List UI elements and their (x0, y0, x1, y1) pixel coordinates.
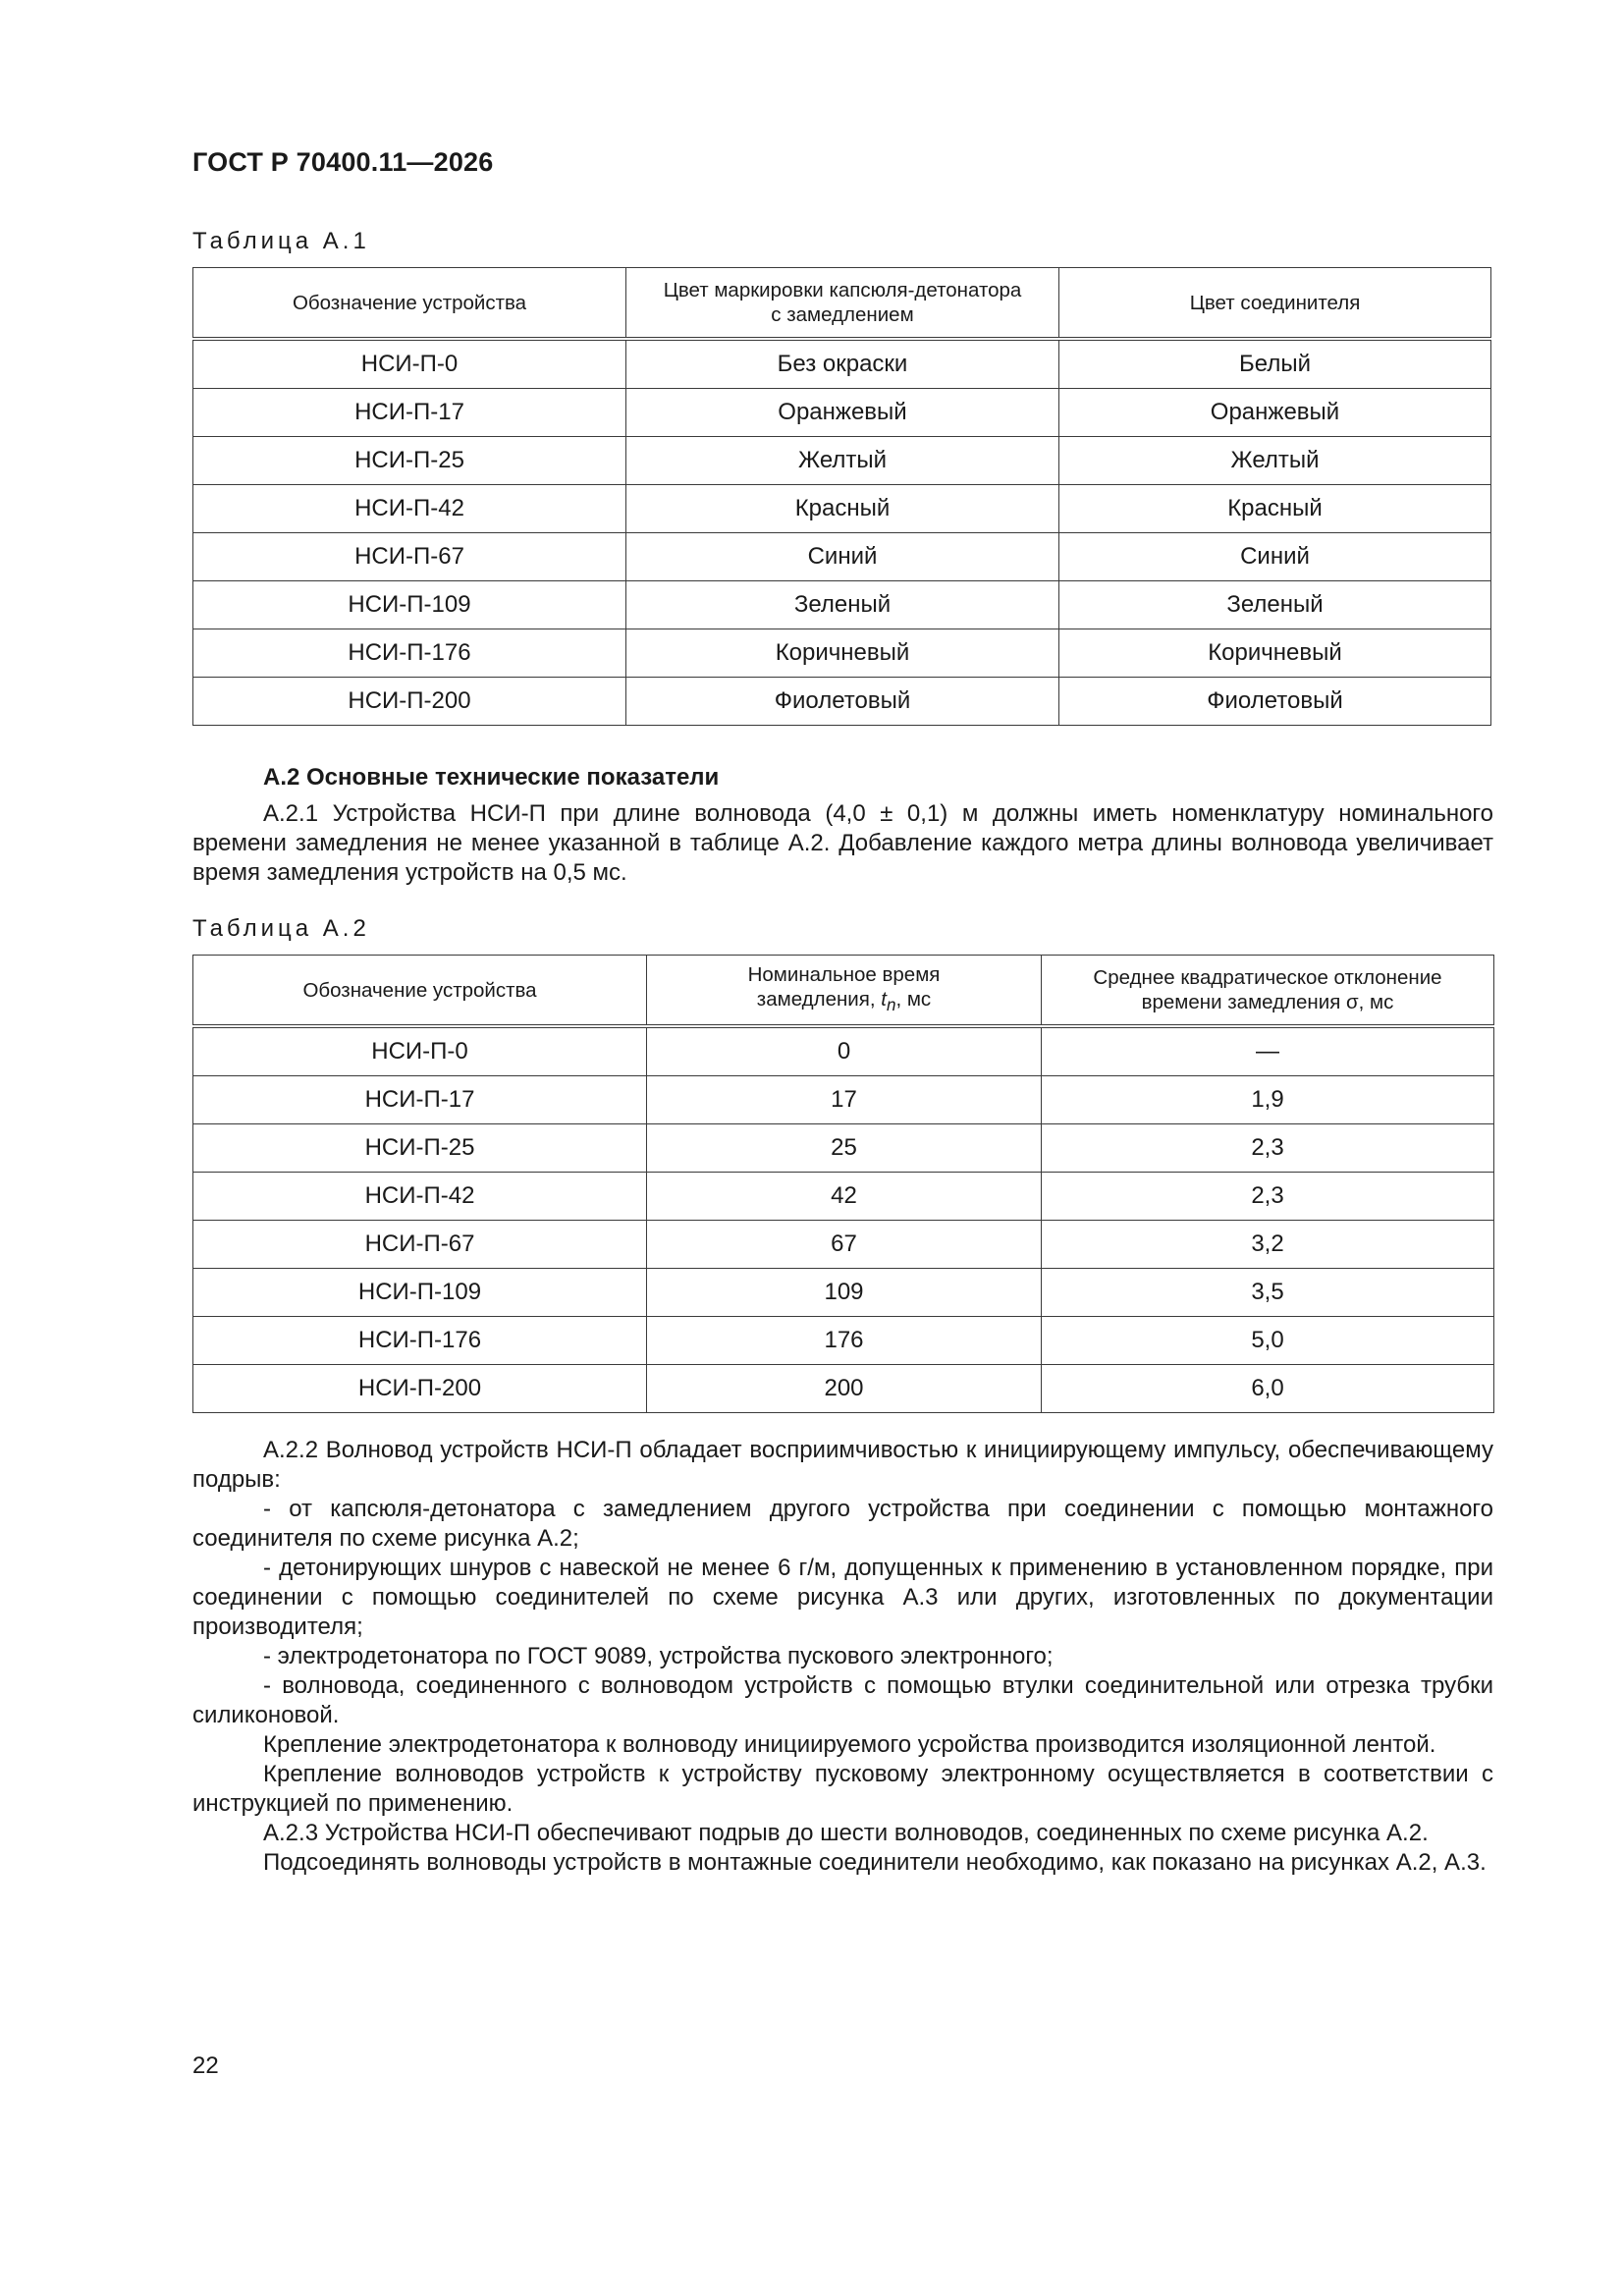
cell-nominal-delay: 25 (647, 1124, 1042, 1173)
header-detonator-color (626, 268, 1059, 340)
table-row (193, 533, 1491, 581)
cell-connector-color: Белый (1059, 339, 1491, 389)
table-row (193, 485, 1491, 533)
paragraph-connecting: Подсоединять волноводы устройств в монтажные соединители необходимо, как показано на рисунках А.2, А.3. (263, 1849, 1487, 1876)
header-nominal-delay (647, 956, 1042, 1027)
cell-nominal-delay: 0 (647, 1026, 1042, 1076)
cell-connector-color: Коричневый (1059, 629, 1491, 678)
cell-device: НСИ-П-200 (193, 678, 626, 726)
table-row (193, 437, 1491, 485)
table-a2 (192, 955, 1494, 1413)
paragraph-fixing-detonator: Крепление электродетонатора к волноводу инициируемого усройства производится изоляционной лентой. (263, 1731, 1436, 1758)
table-a2-caption: Таблица А.2 (192, 915, 370, 942)
paragraph-a22: А.2.2 Волновод устройств НСИ-П обладает восприимчивостью к инициирующему импульсу, обеспечивающему подрыв: (192, 1437, 1493, 1493)
table-header-row (193, 956, 1494, 1027)
header-connector-color: Цвет соединителя (1059, 268, 1491, 340)
cell-connector-color: Синий (1059, 533, 1491, 581)
cell-detonator-color: Коричневый (626, 629, 1059, 678)
table-row (193, 1317, 1494, 1365)
page-number: 22 (192, 2052, 219, 2079)
cell-device: НСИ-П-109 (193, 581, 626, 629)
table-row (193, 629, 1491, 678)
cell-device: НСИ-П-42 (193, 485, 626, 533)
cell-nominal-delay: 42 (647, 1173, 1042, 1221)
table-row (193, 1124, 1494, 1173)
cell-detonator-color: Зеленый (626, 581, 1059, 629)
header-std-deviation-line2: времени замедления σ, мс (1141, 991, 1394, 1013)
paragraph-a23: А.2.3 Устройства НСИ-П обеспечивают подрыв до шести волноводов, соединенных по схеме рисунка А.2. (263, 1820, 1429, 1846)
table-row (193, 1076, 1494, 1124)
cell-connector-color: Фиолетовый (1059, 678, 1491, 726)
cell-device: НСИ-П-17 (193, 1076, 647, 1124)
cell-device: НСИ-П-0 (193, 339, 626, 389)
list-item: - детонирующих шнуров с навеской не менее 6 г/м, допущенных к применению в установленном порядке, при соединении с помощью соединителей по схеме рисунка А.3 или других, изготовленных по документации производителя; (192, 1555, 1493, 1640)
list-item: - волновода, соединенного с волноводом устройств с помощью втулки соединительной или отрезка трубки силиконовой. (192, 1672, 1493, 1728)
cell-connector-color: Зеленый (1059, 581, 1491, 629)
header-std-deviation (1042, 956, 1494, 1027)
cell-std-deviation: 3,2 (1042, 1221, 1494, 1269)
cell-connector-color: Желтый (1059, 437, 1491, 485)
cell-device: НСИ-П-25 (193, 437, 626, 485)
header-nominal-delay-var: t (881, 987, 887, 1011)
cell-device: НСИ-П-17 (193, 389, 626, 437)
table-row (193, 1173, 1494, 1221)
paragraph-a21: А.2.1 Устройства НСИ-П при длине волновода (4,0 ± 0,1) м должны иметь номенклатуру номинального времени замедления не менее указанной в таблице А.2. Добавление каждого метра длины волновода увеличивает время замедления устройств на 0,5 мс. (192, 800, 1493, 886)
body-text (192, 1436, 1493, 1878)
cell-connector-color: Оранжевый (1059, 389, 1491, 437)
cell-nominal-delay: 109 (647, 1269, 1042, 1317)
cell-connector-color: Красный (1059, 485, 1491, 533)
table-row (193, 1365, 1494, 1413)
cell-std-deviation: 5,0 (1042, 1317, 1494, 1365)
cell-device: НСИ-П-25 (193, 1124, 647, 1173)
cell-detonator-color: Синий (626, 533, 1059, 581)
paragraph-fixing-waveguides: Крепление волноводов устройств к устройству пусковому электронному осуществляется в соответствии с инструкцией по применению. (192, 1761, 1493, 1817)
cell-detonator-color: Без окраски (626, 339, 1059, 389)
table-row (193, 1269, 1494, 1317)
table-a1 (192, 267, 1491, 726)
header-std-deviation-line1: Среднее квадратическое отклонение (1093, 966, 1442, 989)
header-device: Обозначение устройства (193, 268, 626, 340)
table-a1-caption: Таблица А.1 (192, 228, 370, 254)
cell-detonator-color: Желтый (626, 437, 1059, 485)
table-row (193, 339, 1491, 389)
header-device: Обозначение устройства (193, 956, 647, 1027)
header-nominal-delay-post: , мс (895, 987, 932, 1011)
cell-device: НСИ-П-67 (193, 533, 626, 581)
list-item: - от капсюля-детонатора с замедлением другого устройства при соединении с помощью монтажного соединителя по схеме рисунка А.2; (192, 1496, 1493, 1552)
header-nominal-delay-pre: замедления, (756, 987, 882, 1011)
cell-nominal-delay: 17 (647, 1076, 1042, 1124)
cell-device: НСИ-П-176 (193, 629, 626, 678)
table-row (193, 1026, 1494, 1076)
cell-device: НСИ-П-109 (193, 1269, 647, 1317)
cell-device: НСИ-П-176 (193, 1317, 647, 1365)
cell-std-deviation: 1,9 (1042, 1076, 1494, 1124)
cell-std-deviation: — (1042, 1026, 1494, 1076)
cell-device: НСИ-П-0 (193, 1026, 647, 1076)
cell-nominal-delay: 176 (647, 1317, 1042, 1365)
cell-std-deviation: 3,5 (1042, 1269, 1494, 1317)
cell-detonator-color: Красный (626, 485, 1059, 533)
header-nominal-delay-line1: Номинальное время (747, 962, 941, 986)
cell-std-deviation: 2,3 (1042, 1124, 1494, 1173)
cell-device: НСИ-П-42 (193, 1173, 647, 1221)
cell-nominal-delay: 200 (647, 1365, 1042, 1413)
cell-nominal-delay: 67 (647, 1221, 1042, 1269)
table-row (193, 678, 1491, 726)
header-detonator-color-line2: с замедлением (771, 303, 914, 326)
header-nominal-delay-sub: n (886, 996, 896, 1015)
cell-std-deviation: 6,0 (1042, 1365, 1494, 1413)
list-item: - электродетонатора по ГОСТ 9089, устройства пускового электронного; (263, 1643, 1054, 1669)
table-row (193, 1221, 1494, 1269)
table-row (193, 389, 1491, 437)
table-header-row (193, 268, 1491, 340)
document-header: ГОСТ Р 70400.11—2026 (192, 147, 494, 177)
header-detonator-color-line1: Цвет маркировки капсюля-детонатора (663, 279, 1022, 301)
cell-device: НСИ-П-200 (193, 1365, 647, 1413)
cell-std-deviation: 2,3 (1042, 1173, 1494, 1221)
section-a2-title: А.2 Основные технические показатели (263, 764, 720, 791)
cell-detonator-color: Оранжевый (626, 389, 1059, 437)
table-row (193, 581, 1491, 629)
cell-detonator-color: Фиолетовый (626, 678, 1059, 726)
cell-device: НСИ-П-67 (193, 1221, 647, 1269)
